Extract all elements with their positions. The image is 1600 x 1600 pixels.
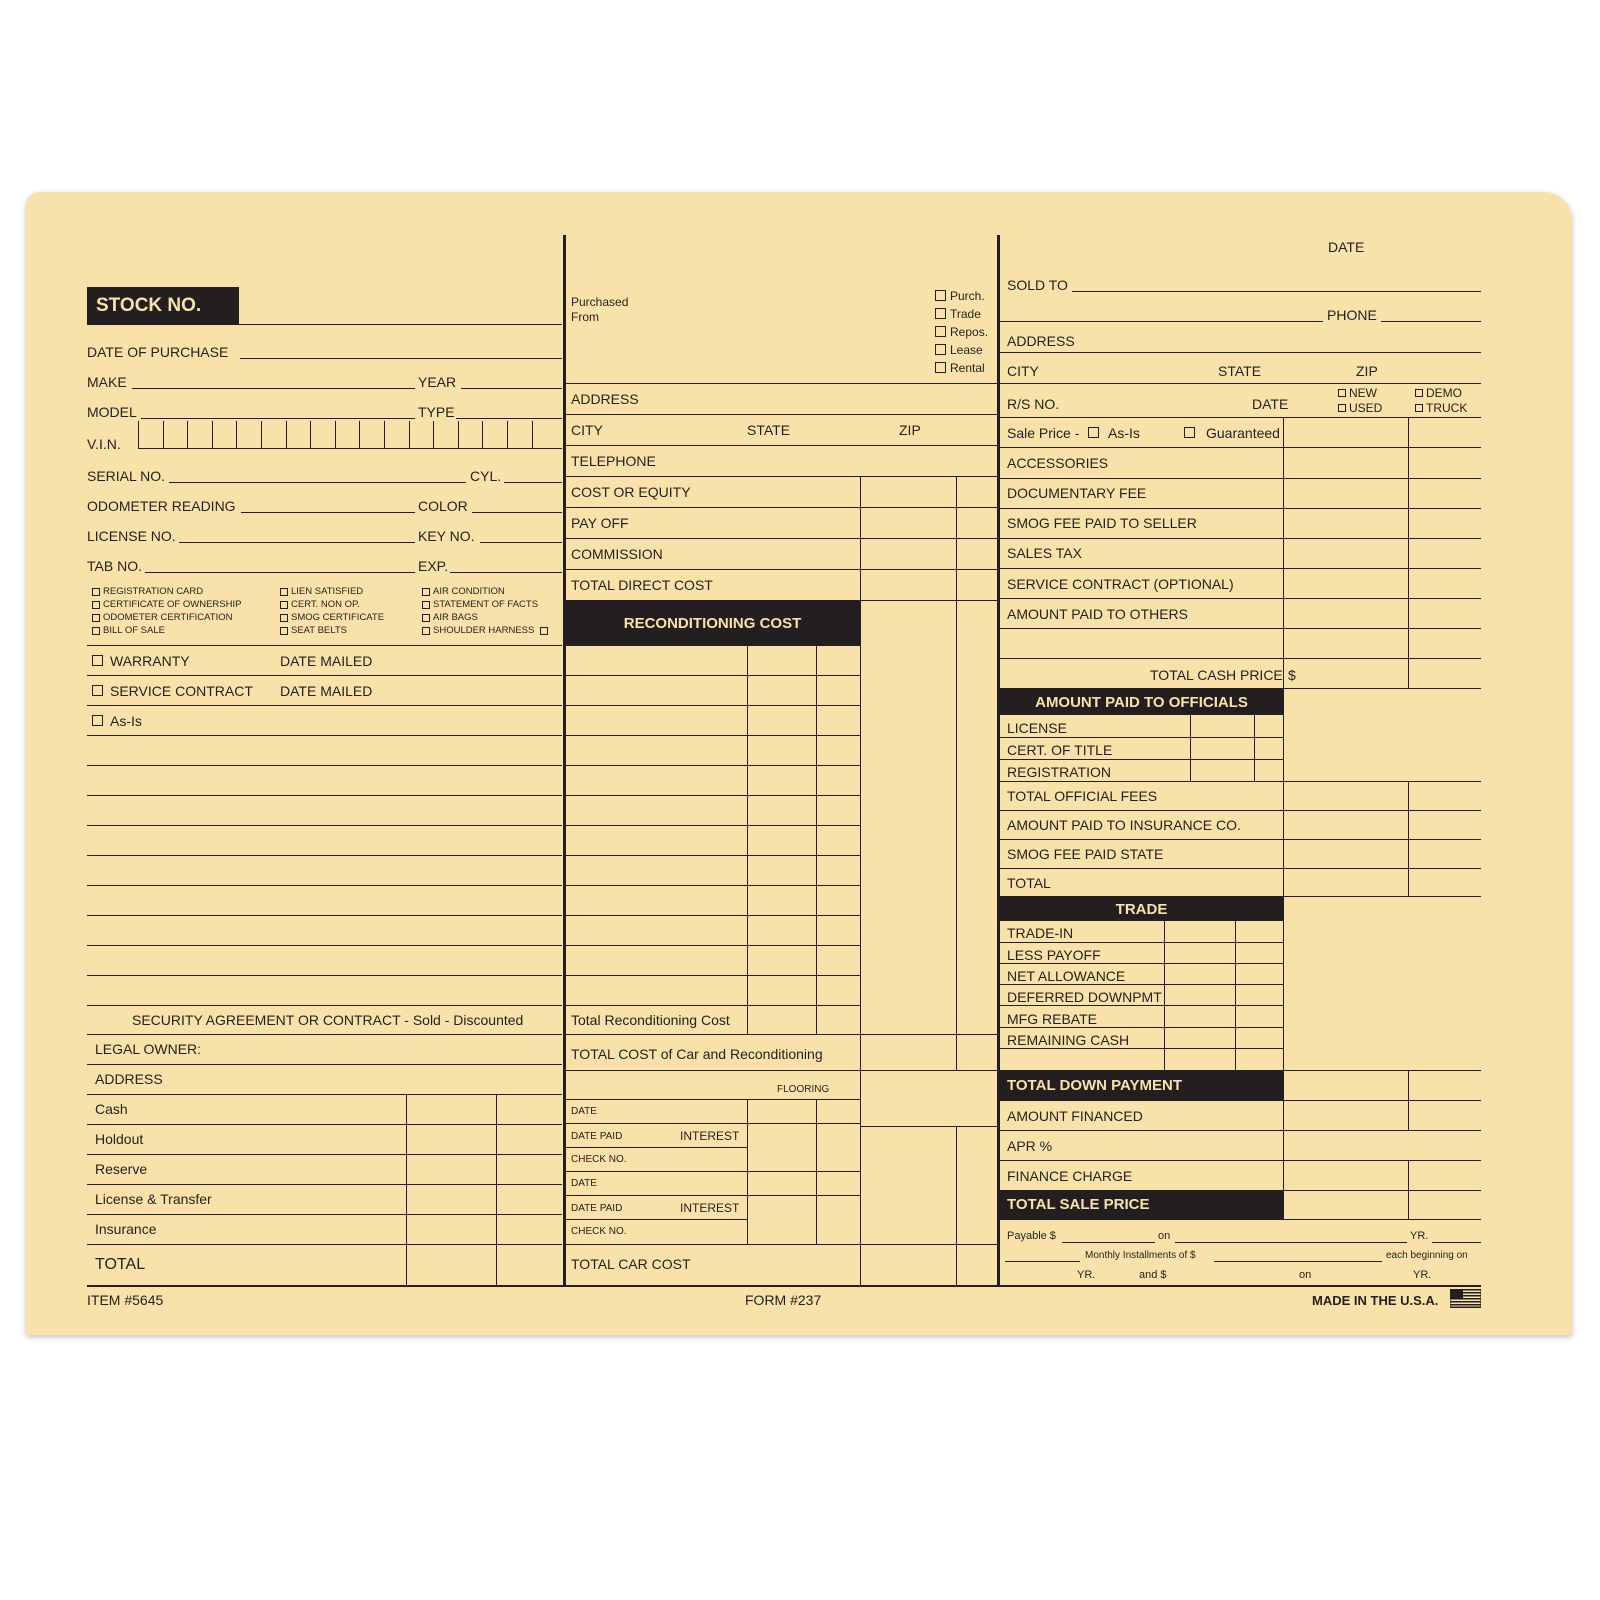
col-line bbox=[956, 600, 957, 1070]
divider bbox=[565, 569, 997, 570]
checkbox[interactable] bbox=[935, 290, 946, 301]
checkbox[interactable] bbox=[935, 344, 946, 355]
trade-row-label: TRADE-IN bbox=[1007, 925, 1074, 941]
purchase-type-option: Repos. bbox=[950, 325, 989, 339]
installment-amount-line[interactable] bbox=[1214, 1261, 1382, 1262]
form-number: FORM #237 bbox=[745, 1292, 822, 1308]
monthly-installments-label: Monthly Installments of $ bbox=[1085, 1250, 1196, 1261]
yr-label: YR. bbox=[1410, 1230, 1429, 1242]
checkbox[interactable] bbox=[280, 601, 288, 609]
divider bbox=[565, 476, 997, 477]
vin-box-divider bbox=[482, 421, 483, 448]
flooring-row-label: DATE PAID bbox=[571, 1131, 623, 1142]
divider bbox=[87, 1064, 562, 1065]
checkbox[interactable] bbox=[92, 627, 100, 635]
type-label: TYPE bbox=[418, 404, 455, 420]
divider bbox=[999, 352, 1481, 353]
trade-row-label: MFG REBATE bbox=[1007, 1011, 1097, 1027]
date-mailed-label: DATE MAILED bbox=[280, 653, 373, 669]
col-line bbox=[956, 476, 957, 600]
notes-line bbox=[87, 885, 562, 886]
price-row-label: DOCUMENTARY FEE bbox=[1007, 485, 1147, 501]
price-row-label: ACCESSORIES bbox=[1007, 455, 1109, 471]
trade-row-line bbox=[999, 942, 1284, 943]
checkbox[interactable] bbox=[92, 588, 100, 596]
used-option: USED bbox=[1349, 401, 1383, 415]
notes-line bbox=[87, 975, 562, 976]
purchase-type-option: Rental bbox=[950, 361, 985, 375]
buyer-state-label: STATE bbox=[1218, 363, 1262, 379]
doc-item: AIR BAGS bbox=[433, 612, 478, 623]
doc-item: SEAT BELTS bbox=[291, 625, 347, 636]
trade-row-line bbox=[999, 1027, 1284, 1028]
buyer-zip-label: ZIP bbox=[1356, 363, 1378, 379]
cyl-line[interactable] bbox=[504, 482, 562, 483]
vin-box-divider bbox=[458, 421, 459, 448]
make-label: MAKE bbox=[87, 374, 127, 390]
checkbox[interactable] bbox=[935, 326, 946, 337]
trade-col-line bbox=[1164, 921, 1165, 1070]
on-label: on bbox=[1158, 1230, 1171, 1242]
trade-row-line bbox=[999, 963, 1284, 964]
service-contract-checkbox[interactable] bbox=[92, 685, 103, 696]
column-divider-left bbox=[563, 235, 566, 1287]
notes-line bbox=[87, 945, 562, 946]
col-line bbox=[956, 1126, 957, 1285]
notes-line bbox=[87, 915, 562, 916]
flooring-row-label: CHECK NO. bbox=[571, 1226, 627, 1237]
trade-col-line bbox=[1235, 921, 1236, 1070]
item-number: ITEM #5645 bbox=[87, 1292, 164, 1308]
trade-header: TRADE bbox=[999, 897, 1284, 921]
checkbox[interactable] bbox=[92, 614, 100, 622]
serial-no-line[interactable] bbox=[169, 482, 466, 483]
type-line[interactable] bbox=[456, 418, 562, 419]
truck-option: TRUCK bbox=[1426, 401, 1468, 415]
year-line[interactable] bbox=[461, 388, 562, 389]
each-beginning-label: each beginning on bbox=[1386, 1250, 1468, 1261]
price-row-label: SERVICE CONTRACT (OPTIONAL) bbox=[1007, 576, 1234, 592]
notes-line bbox=[87, 855, 562, 856]
make-line[interactable] bbox=[132, 388, 415, 389]
us-flag-icon bbox=[1450, 1289, 1481, 1308]
deal-jacket-form bbox=[26, 192, 1572, 1335]
payable-line[interactable] bbox=[1062, 1242, 1155, 1243]
col-line bbox=[1254, 714, 1255, 781]
col-line bbox=[1408, 417, 1409, 688]
amount-financed-label: AMOUNT FINANCED bbox=[1007, 1108, 1143, 1124]
total-cash-price-label: TOTAL CASH PRICE bbox=[1150, 667, 1283, 683]
vin-box-divider bbox=[138, 421, 139, 448]
vin-box-divider bbox=[163, 421, 164, 448]
divider bbox=[565, 1070, 997, 1071]
divider bbox=[565, 383, 997, 384]
divider bbox=[999, 383, 1481, 384]
col-line bbox=[860, 600, 861, 1285]
date-of-purchase-label: DATE OF PURCHASE bbox=[87, 344, 229, 360]
flooring-row-label: DATE bbox=[571, 1106, 597, 1117]
guaranteed-label: Guaranteed bbox=[1206, 425, 1280, 441]
col-line bbox=[816, 1099, 817, 1245]
fees-row-label: TOTAL OFFICIAL FEES bbox=[1007, 788, 1158, 804]
as-is-label: As-Is bbox=[1108, 425, 1140, 441]
vin-box-divider bbox=[433, 421, 434, 448]
divider bbox=[1283, 1190, 1481, 1191]
checkbox[interactable] bbox=[1338, 389, 1346, 397]
divider bbox=[565, 1034, 997, 1035]
doc-item: ODOMETER CERTIFICATION bbox=[103, 612, 233, 623]
flooring-row-label: DATE bbox=[571, 1178, 597, 1189]
price-row-label: SALES TAX bbox=[1007, 545, 1082, 561]
total-sale-price-header: TOTAL SALE PRICE bbox=[999, 1190, 1284, 1219]
license-no-label: LICENSE NO. bbox=[87, 528, 176, 544]
doc-item: REGISTRATION CARD bbox=[103, 586, 204, 597]
purchase-type-option: Lease bbox=[950, 343, 983, 357]
vin-box-divider bbox=[409, 421, 410, 448]
doc-item: CERT. NON OP. bbox=[291, 599, 360, 610]
purchased-from-label: From bbox=[571, 310, 599, 324]
divider bbox=[999, 1219, 1481, 1220]
security-agreement-label: SECURITY AGREEMENT OR CONTRACT - Sold - Discounted bbox=[132, 1012, 524, 1028]
trade-row-label: DEFERRED DOWNPMT bbox=[1007, 989, 1162, 1005]
as-is-checkbox[interactable] bbox=[92, 715, 103, 726]
apr-label: APR % bbox=[1007, 1138, 1053, 1154]
trade-row-label: REMAINING CASH bbox=[1007, 1032, 1130, 1048]
divider bbox=[87, 1244, 562, 1245]
tab-no-label: TAB NO. bbox=[87, 558, 142, 574]
seller-city-label: CITY bbox=[571, 422, 603, 438]
purchase-type-option: Purch. bbox=[950, 289, 985, 303]
col-line bbox=[1408, 1160, 1409, 1219]
date-of-purchase-line[interactable] bbox=[240, 358, 562, 359]
stock-no-label: STOCK NO. bbox=[87, 287, 239, 325]
recon-col-line bbox=[816, 645, 817, 1034]
phone-line[interactable] bbox=[1381, 321, 1481, 322]
vin-baseline bbox=[138, 448, 562, 449]
checkbox[interactable] bbox=[422, 614, 430, 622]
vin-box-divider bbox=[236, 421, 237, 448]
col-line bbox=[1408, 781, 1409, 896]
color-line[interactable] bbox=[472, 512, 562, 513]
demo-option: DEMO bbox=[1426, 386, 1462, 400]
divider bbox=[565, 1147, 748, 1148]
doc-item: STATEMENT OF FACTS bbox=[433, 599, 539, 610]
ledger-row-label: Holdout bbox=[95, 1131, 144, 1147]
doc-item: AIR CONDITION bbox=[433, 586, 505, 597]
vin-label: V.I.N. bbox=[87, 436, 121, 452]
checkbox[interactable] bbox=[1338, 404, 1346, 412]
interest-label: INTEREST bbox=[680, 1129, 740, 1143]
vin-box-divider bbox=[532, 421, 533, 448]
col-line bbox=[860, 476, 861, 600]
divider bbox=[87, 675, 562, 676]
checkbox[interactable] bbox=[422, 627, 430, 635]
license-no-line[interactable] bbox=[179, 542, 415, 543]
service-contract-label: SERVICE CONTRACT bbox=[110, 683, 253, 699]
officials-row-label: LICENSE bbox=[1007, 720, 1067, 736]
notes-line bbox=[87, 765, 562, 766]
legal-owner-label: LEGAL OWNER: bbox=[95, 1041, 202, 1057]
fees-row-label: AMOUNT PAID TO INSURANCE CO. bbox=[1007, 817, 1241, 833]
as-is-label: As-Is bbox=[110, 713, 142, 729]
serial-no-label: SERIAL NO. bbox=[87, 468, 166, 484]
divider bbox=[999, 759, 1284, 760]
trade-col-line bbox=[1283, 921, 1284, 1070]
vin-box-divider bbox=[507, 421, 508, 448]
ledger-row-label: Reserve bbox=[95, 1161, 148, 1177]
as-is-checkbox[interactable] bbox=[1088, 427, 1099, 438]
cyl-label: CYL. bbox=[470, 468, 502, 484]
guaranteed-checkbox[interactable] bbox=[1184, 427, 1195, 438]
color-label: COLOR bbox=[418, 498, 468, 514]
doc-item: LIEN SATISFIED bbox=[291, 586, 364, 597]
stock-no-line[interactable] bbox=[239, 324, 562, 325]
exp-label: EXP. bbox=[418, 558, 449, 574]
cost-row-label: PAY OFF bbox=[571, 515, 629, 531]
exp-line[interactable] bbox=[450, 572, 562, 573]
flooring-label: FLOORING bbox=[777, 1084, 830, 1095]
warranty-checkbox[interactable] bbox=[92, 655, 103, 666]
trade-row-line bbox=[999, 1005, 1284, 1006]
col-line bbox=[1283, 417, 1284, 688]
divider bbox=[1283, 1070, 1481, 1071]
purchase-type-option: Trade bbox=[950, 307, 981, 321]
price-row-label: AMOUNT PAID TO OTHERS bbox=[1007, 606, 1188, 622]
payable-label: Payable $ bbox=[1007, 1230, 1056, 1242]
flooring-row-label: DATE PAID bbox=[571, 1203, 623, 1214]
price-row-label: SMOG FEE PAID TO SELLER bbox=[1007, 515, 1197, 531]
total-recon-label: Total Reconditioning Cost bbox=[571, 1012, 730, 1028]
vin-box-divider bbox=[335, 421, 336, 448]
col-line bbox=[1190, 714, 1191, 781]
divider bbox=[87, 1214, 562, 1215]
model-label: MODEL bbox=[87, 404, 137, 420]
seller-address-label: ADDRESS bbox=[571, 391, 639, 407]
total-down-payment-header: TOTAL DOWN PAYMENT bbox=[999, 1071, 1284, 1100]
rs-date-label: DATE bbox=[1252, 396, 1289, 412]
vin-box-divider bbox=[286, 421, 287, 448]
ledger-total-label: TOTAL bbox=[95, 1256, 146, 1273]
ledger-col-line bbox=[496, 1094, 497, 1285]
yr-label: YR. bbox=[1077, 1269, 1096, 1281]
checkbox[interactable] bbox=[280, 614, 288, 622]
officials-row-label: REGISTRATION bbox=[1007, 764, 1111, 780]
odometer-label: ODOMETER READING bbox=[87, 498, 236, 514]
col-line bbox=[1283, 1070, 1284, 1219]
divider bbox=[87, 645, 562, 646]
ledger-col-line bbox=[406, 1094, 407, 1285]
divider bbox=[87, 1184, 562, 1185]
yr-label: YR. bbox=[1413, 1269, 1432, 1281]
checkbox[interactable] bbox=[280, 627, 288, 635]
vin-box-divider bbox=[187, 421, 188, 448]
trade-row-line bbox=[999, 984, 1284, 985]
buyer-address-label: ADDRESS bbox=[1007, 333, 1075, 349]
payable-date-line[interactable] bbox=[1175, 1242, 1407, 1243]
divider bbox=[860, 1126, 997, 1127]
sold-to-label: SOLD TO bbox=[1007, 277, 1068, 293]
col-line bbox=[1408, 1070, 1409, 1130]
total-car-cost-label: TOTAL CAR COST bbox=[571, 1256, 691, 1272]
ledger-row-label: License & Transfer bbox=[95, 1191, 212, 1207]
checkbox[interactable] bbox=[92, 601, 100, 609]
divider bbox=[565, 1244, 997, 1245]
dollar-sign: $ bbox=[1288, 667, 1296, 683]
notes-line bbox=[87, 1005, 562, 1006]
notes-line bbox=[87, 735, 562, 736]
checkbox[interactable] bbox=[935, 308, 946, 319]
divider bbox=[565, 1195, 861, 1196]
divider bbox=[565, 1123, 861, 1124]
checkbox[interactable] bbox=[540, 627, 548, 635]
divider bbox=[87, 1154, 562, 1155]
warranty-label: WARRANTY bbox=[110, 653, 190, 669]
total-cost-label: TOTAL COST of Car and Reconditioning bbox=[571, 1046, 823, 1062]
fees-row-label: TOTAL bbox=[1007, 875, 1051, 891]
key-no-line[interactable] bbox=[480, 542, 562, 543]
checkbox[interactable] bbox=[422, 601, 430, 609]
odometer-line[interactable] bbox=[241, 512, 415, 513]
reconditioning-cost-header: RECONDITIONING COST bbox=[565, 601, 860, 645]
checkbox[interactable] bbox=[1415, 404, 1423, 412]
tab-no-line[interactable] bbox=[145, 572, 415, 573]
purchased-from-label: Purchased bbox=[571, 295, 629, 309]
divider bbox=[87, 1034, 562, 1035]
cost-row-label: COST OR EQUITY bbox=[571, 484, 691, 500]
seller-state-label: STATE bbox=[747, 422, 791, 438]
divider bbox=[87, 1094, 562, 1095]
new-option: NEW bbox=[1349, 386, 1377, 400]
interest-label: INTEREST bbox=[680, 1201, 740, 1215]
year-label: YEAR bbox=[418, 374, 457, 390]
bottom-rule bbox=[87, 1285, 1481, 1287]
finance-charge-label: FINANCE CHARGE bbox=[1007, 1168, 1133, 1184]
date-label: DATE bbox=[1328, 239, 1365, 255]
and-label: and $ bbox=[1139, 1269, 1167, 1281]
vin-box-divider bbox=[261, 421, 262, 448]
doc-item: SHOULDER HARNESS bbox=[433, 625, 535, 636]
sale-price-label: Sale Price - bbox=[1007, 425, 1080, 441]
buyer-city-label: CITY bbox=[1007, 363, 1039, 379]
trade-row-label: NET ALLOWANCE bbox=[1007, 968, 1126, 984]
divider bbox=[565, 1171, 861, 1172]
divider bbox=[565, 1219, 748, 1220]
fees-row-label: SMOG FEE PAID STATE bbox=[1007, 846, 1164, 862]
divider bbox=[87, 1124, 562, 1125]
notes-line bbox=[87, 825, 562, 826]
ledger-row-label: Cash bbox=[95, 1101, 128, 1117]
flooring-row-label: CHECK NO. bbox=[571, 1154, 627, 1165]
divider bbox=[999, 1130, 1481, 1131]
sold-to-line-2[interactable] bbox=[999, 321, 1323, 322]
legal-address-label: ADDRESS bbox=[95, 1071, 163, 1087]
made-in-usa-label: MADE IN THE U.S.A. bbox=[1312, 1293, 1439, 1308]
notes-line bbox=[87, 795, 562, 796]
checkbox[interactable] bbox=[1415, 389, 1423, 397]
doc-item: CERTIFICATE OF OWNERSHIP bbox=[103, 599, 242, 610]
sold-to-line[interactable] bbox=[1072, 291, 1481, 292]
recon-col-line bbox=[747, 645, 748, 1034]
date-mailed-label: DATE MAILED bbox=[280, 683, 373, 699]
divider bbox=[999, 737, 1284, 738]
divider bbox=[565, 538, 997, 539]
seller-zip-label: ZIP bbox=[899, 422, 921, 438]
installments-count-line[interactable] bbox=[1005, 1261, 1080, 1262]
cost-row-label: COMMISSION bbox=[571, 546, 663, 562]
phone-label: PHONE bbox=[1327, 307, 1377, 323]
rs-no-label: R/S NO. bbox=[1007, 396, 1060, 412]
vin-box-divider bbox=[212, 421, 213, 448]
divider bbox=[87, 705, 562, 706]
yr-line[interactable] bbox=[1432, 1242, 1481, 1243]
checkbox[interactable] bbox=[935, 362, 946, 373]
vin-box-divider bbox=[384, 421, 385, 448]
on-label: on bbox=[1299, 1269, 1312, 1281]
doc-item: SMOG CERTIFICATE bbox=[291, 612, 385, 623]
trade-row-label: LESS PAYOFF bbox=[1007, 947, 1101, 963]
cost-row-label: TOTAL DIRECT COST bbox=[571, 577, 713, 593]
checkbox[interactable] bbox=[422, 588, 430, 596]
key-no-label: KEY NO. bbox=[418, 528, 475, 544]
seller-telephone-label: TELEPHONE bbox=[571, 453, 656, 469]
col-line bbox=[747, 1099, 748, 1245]
officials-header: AMOUNT PAID TO OFFICIALS bbox=[999, 689, 1284, 715]
divider bbox=[565, 445, 997, 446]
vin-box-divider bbox=[359, 421, 360, 448]
officials-row-label: CERT. OF TITLE bbox=[1007, 742, 1113, 758]
divider bbox=[565, 414, 997, 415]
divider bbox=[565, 507, 997, 508]
trade-row-line bbox=[999, 1048, 1284, 1049]
vin-box-divider bbox=[310, 421, 311, 448]
checkbox[interactable] bbox=[280, 588, 288, 596]
ledger-row-label: Insurance bbox=[95, 1221, 157, 1237]
model-line[interactable] bbox=[141, 418, 415, 419]
doc-item: BILL OF SALE bbox=[103, 625, 165, 636]
